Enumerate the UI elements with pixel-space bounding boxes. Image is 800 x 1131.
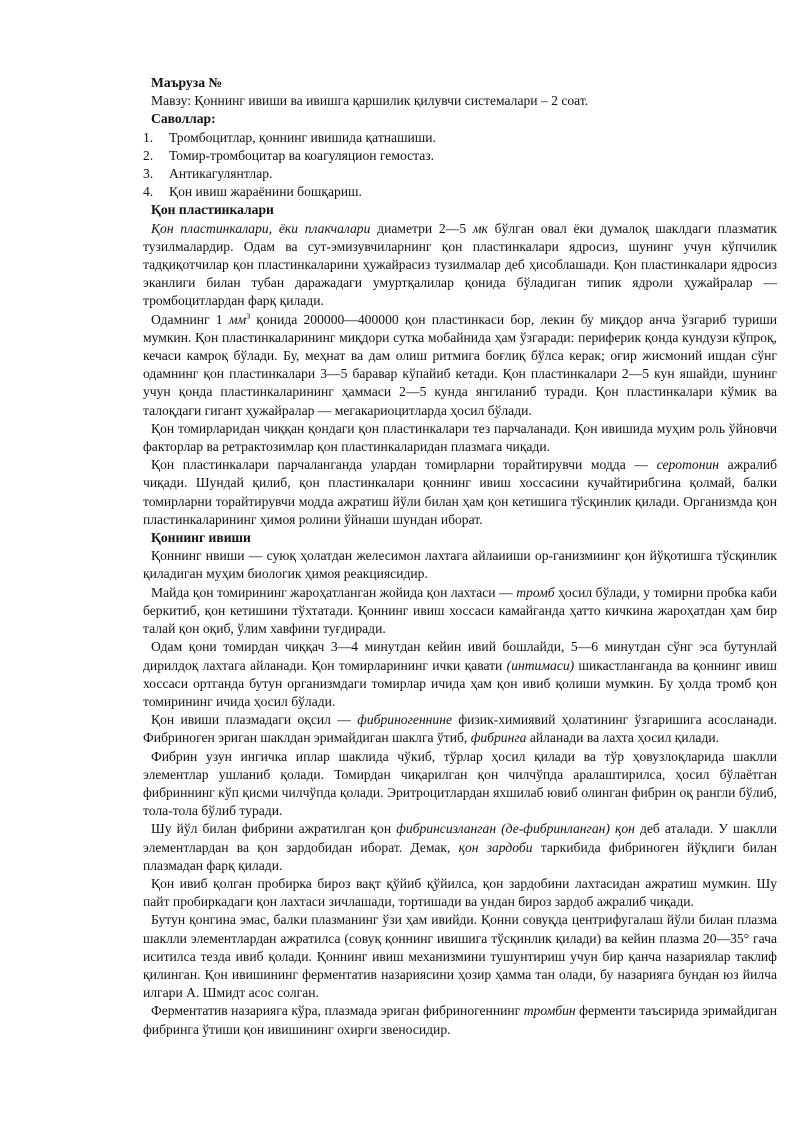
- italic-term: тромб: [516, 584, 555, 600]
- section-title-platelets: Қон пластинкалари: [151, 202, 274, 218]
- list-item: [143, 129, 777, 147]
- text-run: физик-химиявий ҳолатининг ўзгаришига асосланади. Фибриноген эриган шаклдан эримайдиган шаклга ўтиб,: [143, 712, 777, 746]
- italic-term: (интимаси): [506, 657, 575, 673]
- paragraph: Фибрин узун ингичка иплар шаклида чўкиб, тўрлар ҳосил қилади ва тўр ҳовузлоқларида шаклли элементлар ушланиб қолади. Томирдан чиқарилган қон чилчўпда аралаштирилса, ҳосил бўлаётган фибриннинг кўп қисми чилчўпда қолади. Эритроцитлардан яхшилаб ювиб олинган фибрин оқ рангли бўлиб, тола-тола бўлиб туради.: [143, 748, 777, 819]
- list-number: 1.: [143, 129, 154, 145]
- paragraph: Бутун қонгина эмас, балки плазманинг ўзи ҳам ивийди. Қонни совуқда центрифугалаш йўли билан плазма шаклли элементлардан ажратилса (совуқ қоннинг ивишига тўсқинлик қилади) ва кейин плазма 20—35° гача иситилса тезда ивиб қолади. Қоннинг ивиш механизмини тушунтириш учун бир қанча назариялар таклиф қилинган. Қон ивишининг ферментатив назариясини ҳозир ҳамма тан олади, бу назарияга бундан юз йилча илгари А. Шмидт асос солган.: [143, 912, 777, 1001]
- italic-term: серотонин: [656, 457, 720, 473]
- text-run: Шу йўл билан фибрини ажратилган қон: [151, 821, 397, 837]
- list-text: Қон ивиш жараёнини бошқариш.: [169, 184, 362, 200]
- paragraph: Қон ивиб қолган пробирка бироз вақт қўйиб қўйилса, қон зардобини лахтасидан ажратиш мумкин. Шу пайт пробиркадаги қон лахтаси зичлашади, тортишади ва ундан бироз зардоб ажралиб чиқади.: [143, 875, 777, 910]
- italic-term: қон зардоби: [458, 839, 533, 855]
- italic-unit: мк: [472, 220, 488, 236]
- italic-term: Қон пластинкалари, ёки плакчалари: [151, 220, 371, 236]
- italic-term: фибринга: [470, 730, 527, 746]
- list-item: [143, 183, 777, 201]
- topic-line: Мавзу: Қоннинг ивиши ва ивишга қаршилик қилувчи системалари – 2 соат.: [151, 93, 589, 109]
- text-run: бўлган овал ёки думалоқ шаклдаги плазматик тузилмалардир. Одам ва сут-эмизувчиларнинг қон пластинкалари ядросиз, шунинг учун кўпчилик тадқиқотчилар қон пластинкаларини ҳужайрасиз тузилмалар деб ҳисоблашади. Қон пластинкалари ядросиз эканлиги билан тубан даражадаги умуртқалилар қонида бўладиган типик ядроли ҳужайралар — тромбоцитлардан фарқ қилади.: [143, 220, 777, 309]
- italic-term: фибринсизланган (де-фибринланган) қон: [396, 821, 635, 837]
- text-run: Қон пластинкалари парчаланганда улардан томирларни торайтирувчи модда —: [151, 457, 657, 473]
- questions-list: [143, 129, 777, 202]
- paragraph: [143, 711, 777, 747]
- text-run: шикастланганда ва қоннинг ивиш хоссаси ортганда бутун организмдаги томирлар ичида ҳам қон ивиб қолиши мумкин. Бу ҳолда тромб қон томирининг ичида ҳосил бўлади.: [143, 657, 777, 709]
- italic-unit: мм: [228, 311, 247, 327]
- text-run: ферменти таъсирида эримайдиган фибринга ўтиши қон ивишининг охирги звеносидир.: [143, 1003, 777, 1037]
- list-item: [143, 147, 777, 165]
- questions-title: Саволлар:: [151, 111, 216, 127]
- section-title-coagulation: Қоннинг ивиши: [151, 530, 251, 546]
- list-text: Тромбоцитлар, қоннинг ивишида қатнашиши.: [169, 129, 436, 145]
- text-run: деб аталади. У шаклли элементлардан ва қон зардобидан иборат. Демак,: [143, 821, 777, 855]
- document-page: [143, 74, 777, 1039]
- text-run: Ферментатив назарияга кўра, плазмада эриган фибриногеннинг: [151, 1003, 524, 1019]
- text-run: Майда қон томирининг жароҳатланган жойида қон лахтаси —: [151, 584, 517, 600]
- paragraph: [143, 584, 777, 639]
- italic-term: тромбин: [523, 1003, 576, 1019]
- text-run: Одамнинг 1: [151, 311, 229, 327]
- list-item: [143, 165, 777, 183]
- text-run: айланади ва лахта ҳосил қилади.: [526, 730, 720, 746]
- list-number: 3.: [143, 166, 154, 182]
- paragraph: [143, 311, 777, 420]
- text-run: ажралиб чиқади. Шундай қилиб, қон пластинкалари қоннинг ивиш хоссасини кучайтирибгина қолмай, балки томирларни торайтирувчи модда ажратиш йўли билан ҳам қон кетишига тўсқинлик қилади. Организмда қон пластинкаларининг ҳимоя ролини ўйнаши шундан иборат.: [143, 457, 778, 527]
- text-run: Қон ивиши плазмадаги оқсил —: [151, 712, 358, 728]
- list-text: Томир-тромбоцитар ва коагуляцион гемостаз.: [169, 147, 435, 163]
- paragraph: [143, 220, 777, 311]
- text-run: қонида 200000—400000 қон пластинкаси бор, лекин бу миқдор анча ўзгариб туриши мумкин. Қон пластинкаларининг миқдори сутка мобайнида ҳам ўзгаради: периферик қонда кундузи кўпроқ, кечаси камроқ бўлади. Бу, меҳнат ва дам олиш ритмига боғлиқ бўлса керак; оғир жисмоний ишдан сўнг одамнинг қон пластинкалари 3—5 баравар кўпайиб кетади. Қон пластинкалари 2—5 кун яшайди, шунинг учун қонда пластинкаларининг ҳаммаси 2—5 кунда янгиланиб туради. Қон пластинкалари кўмик ва талоқдаги гигант ҳужайралар — мегакариоцитлардa ҳосил бўлади.: [143, 311, 778, 418]
- text-run: ҳосил бўлади, у томирни пробка каби беркитиб, қон кетишини тўхтатади. Қоннинг ивиш хоссаси камайганда ҳатто кичкина жароҳатдан ҳам бир талай қон оқиб, ўлим хавфини туғдиради.: [143, 584, 777, 637]
- lecture-heading: Маъруза №: [151, 75, 223, 90]
- paragraph: Қон томирларидан чиққан қондаги қон пластинкалари тез парчаланади. Қон ивишида муҳим роль ўйновчи факторлар ва ретрактозимлар қон пластинкаларидан плазмага чиқади.: [143, 420, 777, 455]
- list-number: 2.: [143, 147, 154, 163]
- paragraph: [143, 820, 777, 875]
- list-number: 4.: [143, 184, 154, 200]
- paragraph: [143, 456, 777, 529]
- paragraph: [143, 1002, 777, 1038]
- superscript: 3: [246, 311, 251, 321]
- paragraph: Қоннинг нвиши — суюқ ҳолатдан желесимон лахтага айлаииши ор-ганизмиинг қон йўқотишга тўсқинлик қиладиган муҳим биологик ҳимоя реакциясидир.: [143, 548, 777, 582]
- text-run: Одам қони томирдан чиққач 3—4 минутдан кейин ивий бошлайди, 5—6 минутдан сўнг эса бутунлай дирилдоқ лахтага айланади. Қон томирларининг ички қавати: [143, 639, 777, 673]
- text-run: таркибида фибриноген йўқлиги билан плазмадан фарқ қилади.: [143, 839, 777, 873]
- italic-term: фибриногеннинe: [357, 712, 453, 728]
- paragraph: [143, 638, 777, 711]
- text-run: диаметри 2—5: [370, 220, 473, 236]
- list-text: Антикагулянтлар.: [169, 166, 273, 182]
